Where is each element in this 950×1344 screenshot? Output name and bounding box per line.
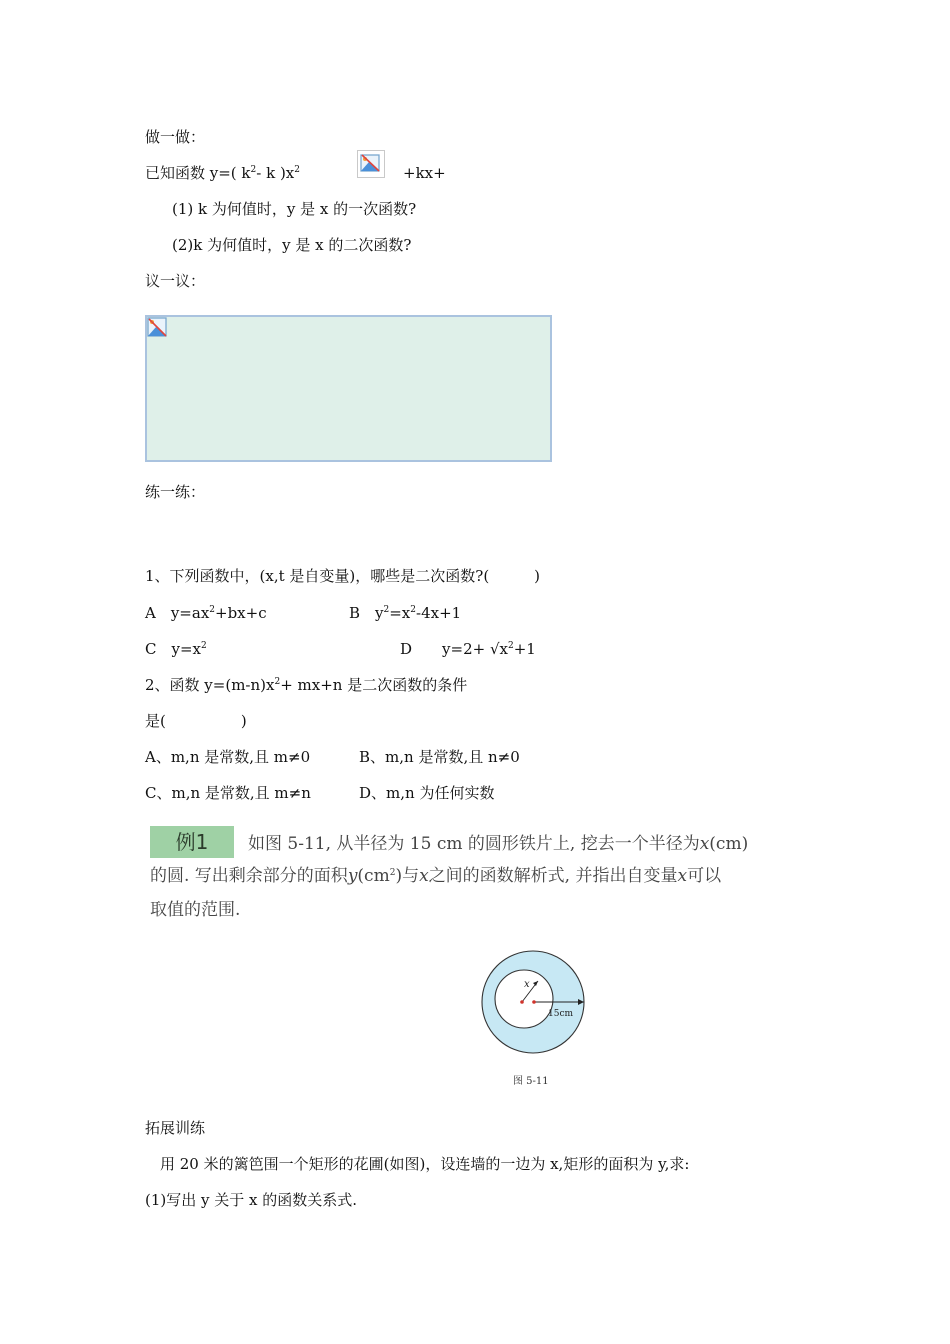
section-zuo: 做一做： [145, 128, 206, 146]
annulus-svg [478, 944, 588, 1064]
zuo-stem: 已知函数 y=( $k^2-$ k )$x^2$ [145, 164, 301, 182]
outer-center-dot [532, 1000, 536, 1004]
zuo-q1: (1) k 为何值时，y 是 x 的一次函数? [172, 200, 417, 218]
section-tuozhan: 拓展训练 [145, 1119, 206, 1137]
broken-image-icon [147, 317, 169, 339]
example-line-3: 取值的范围. [150, 900, 241, 920]
example-badge: 例1 [150, 826, 234, 858]
lian-q2-line2: 是( ) [145, 712, 247, 730]
figure-x-label: x [524, 979, 530, 990]
section-yi: 议一议： [145, 272, 206, 290]
lian-q1-option-a: A $y=ax^2+bx+c$ [145, 604, 267, 622]
zuo-q2: (2)k 为何值时，y 是 x 的二次函数? [172, 236, 412, 254]
lian-q2: 2、函数 $y=(m-n)x^2+ mx+n$ 是二次函数的条件 [145, 676, 468, 694]
example-line-1: 如图 5-11, 从半径为 15 cm 的圆形铁片上, 挖去一个半径为x(cm) [248, 834, 749, 854]
example-line-2: 的圆. 写出剩余部分的面积$y(cm^2)$与x之间的函数解析式, 并指出自变量x可以 [150, 866, 722, 886]
lian-q2-option-d: D、m,n 为任何实数 [359, 784, 495, 802]
lian-q2-option-b: B、m,n 是常数,且 n≠0 [359, 748, 520, 766]
annulus-figure [478, 944, 588, 1068]
lian-q2-option-a: A、m,n 是常数,且 m≠0 [145, 748, 311, 766]
discussion-image-placeholder [145, 315, 552, 462]
figure-r-label: 15cm [548, 1009, 574, 1019]
section-lian: 练一练： [145, 483, 206, 501]
zuo-stem-tail: +kx+ [403, 164, 446, 182]
lian-q2-option-c: C、m,n 是常数,且 m≠n [145, 784, 311, 802]
lian-q1: 1、下列函数中，(x,t 是自变量)，哪些是二次函数?( ) [145, 567, 541, 585]
figure-caption: 图 5-11 [513, 1076, 549, 1087]
tuozhan-p1: 用 20 米的篱笆围一个矩形的花圃(如图)，设连墙的一边为 x,矩形的面积为 y,求: [160, 1155, 690, 1173]
lian-q1-option-c: C $y=x^2$ [145, 640, 207, 658]
broken-image-icon [357, 150, 385, 178]
lian-q1-option-d: D $y=2+ √x^2+1$ [400, 640, 536, 658]
lian-q1-option-b: B $y^2=x^2-4x+1$ [349, 604, 462, 622]
tuozhan-p2: (1)写出 y 关于 x 的函数关系式. [145, 1191, 358, 1209]
inner-center-dot [520, 1000, 524, 1004]
